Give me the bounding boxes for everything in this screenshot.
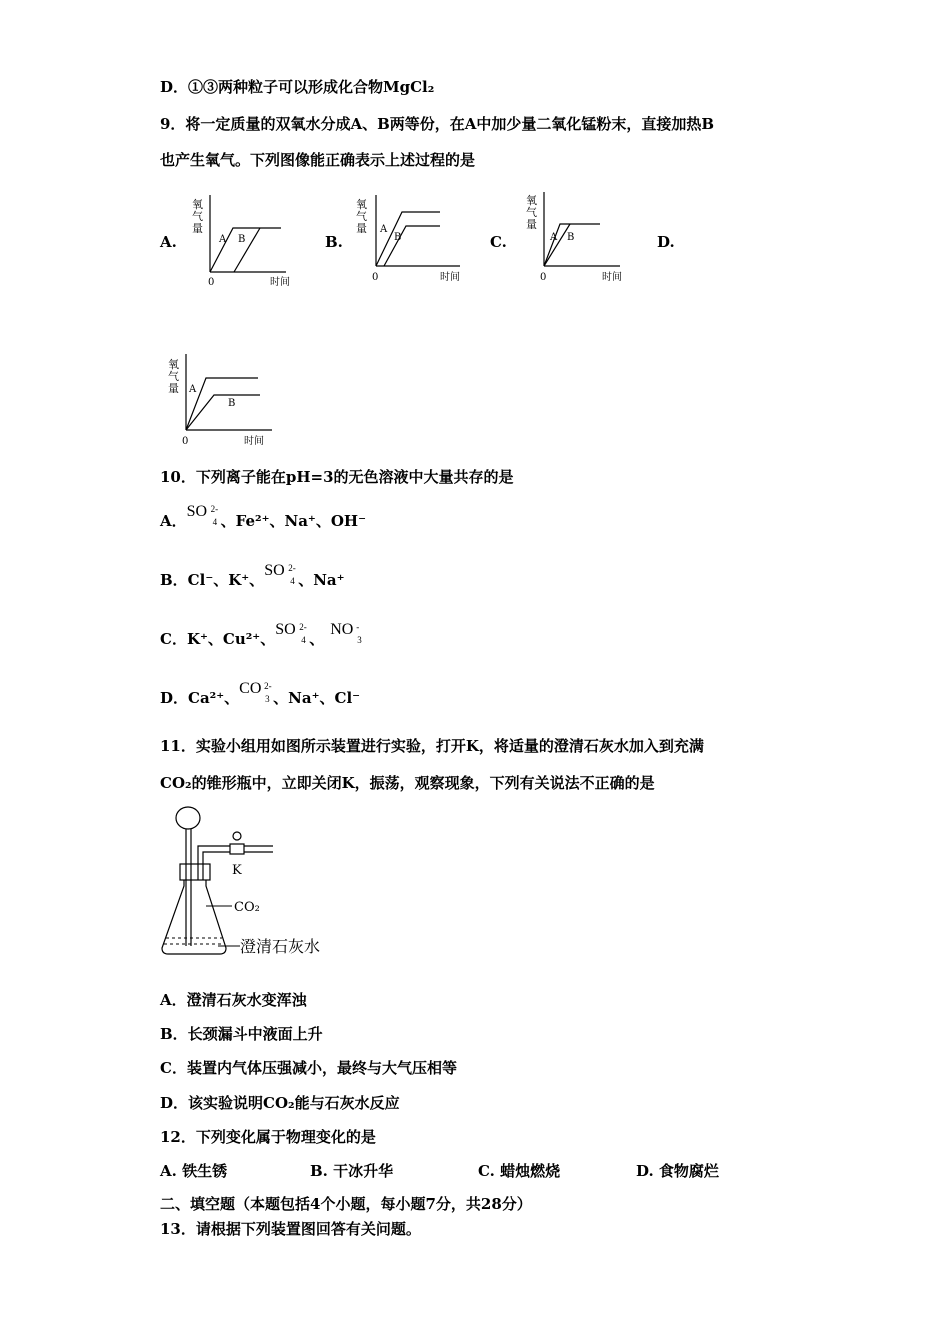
q9-label-a: A. (160, 233, 177, 251)
ion-sub: 3 (265, 694, 270, 704)
curve-b-label: B (238, 234, 246, 245)
ion-base: NO (330, 621, 354, 638)
q13-stem: 13．请根据下列装置图回答有关问题。 (160, 1220, 421, 1238)
ion-sub: 3 (357, 635, 362, 645)
graph-origin: 0 (208, 277, 215, 288)
q9-label-d: D. (657, 233, 675, 251)
q10-option-a (160, 503, 367, 532)
conical-flask (162, 880, 226, 954)
q10-option-b (160, 562, 345, 591)
q11-option-c: C．装置内气体压强减小，最终与大气压相等 (160, 1059, 457, 1077)
q9-graph-d (162, 350, 282, 450)
q9-graph-b (350, 190, 470, 290)
ion-sup: 2- (264, 681, 272, 691)
graph-ylabel-1: 氧 (356, 198, 367, 211)
graph-xlabel: 时间 (244, 436, 264, 447)
section2-title: 二、填空题（本题包括4个小题，每小题7分，共28分） (160, 1195, 532, 1213)
graph-ylabel-2: 气 (526, 206, 537, 219)
option-rest: 、Na⁺、Cl⁻ (273, 689, 361, 707)
ion-base: SO (186, 503, 208, 520)
curve-a (376, 212, 440, 266)
graph-xlabel: 时间 (270, 277, 290, 288)
curve-a-label: A (189, 384, 197, 395)
q10-option-d (160, 680, 361, 709)
option-rest: 、Na⁺ (298, 571, 345, 589)
clamp-k (230, 844, 244, 854)
graph-origin: 0 (182, 436, 189, 447)
curve-a-label: A (219, 234, 227, 245)
ion-sub: 4 (301, 635, 306, 645)
q10-stem: 10．下列离子能在pH=3的无色溶液中大量共存的是 (160, 468, 514, 486)
graph-ylabel-1: 氧 (526, 194, 537, 207)
q12-option-c: C. 蜡烛燃烧 (478, 1162, 561, 1180)
graph-origin: 0 (372, 272, 379, 283)
q9-label-c: C. (490, 233, 507, 251)
graph-ylabel-2: 气 (356, 210, 367, 223)
graph-xlabel: 时间 (602, 272, 622, 283)
option-sep: 、 (309, 630, 325, 648)
q12-option-a: A. 铁生锈 (160, 1162, 228, 1180)
ion-base: SO (275, 621, 296, 638)
q8-option-d: D．①③两种粒子可以形成化合物MgCl₂ (160, 78, 435, 96)
curve-a-label: A (380, 224, 388, 235)
q9-stem-line2: 也产生氧气。下列图像能正确表示上述过程的是 (160, 151, 476, 169)
q10-option-c (160, 621, 364, 650)
ion-so4 (275, 620, 309, 645)
graph-ylabel-3: 量 (356, 222, 367, 235)
curve-b-label: B (228, 398, 236, 409)
graph-ylabel-2: 气 (192, 210, 203, 223)
curve-a (186, 378, 258, 430)
graph-ylabel-3: 量 (526, 218, 537, 231)
ion-sup: 2- (210, 504, 219, 514)
funnel-bulb (176, 807, 200, 829)
option-prefix: D．Ca²⁺、 (160, 689, 240, 707)
curve-b-label: B (394, 232, 402, 243)
q9-graph-a (186, 190, 306, 290)
graph-xlabel: 时间 (440, 272, 460, 283)
graph-ylabel-3: 量 (168, 382, 179, 395)
curve-a (544, 224, 600, 266)
graph-ylabel-2: 气 (168, 370, 179, 383)
label-k: K (232, 863, 242, 878)
graph-ylabel-1: 氧 (192, 198, 203, 211)
option-prefix: C．K⁺、Cu²⁺、 (160, 630, 276, 648)
curve-a-label: A (550, 232, 558, 243)
ion-no3 (330, 620, 364, 645)
label-limewater: 澄清石灰水 (240, 937, 321, 956)
q11-apparatus-diagram (158, 806, 338, 958)
ion-sub: 4 (212, 517, 218, 527)
ion-sup: - (356, 622, 360, 632)
curve-b-label: B (567, 232, 575, 243)
q11-option-b: B．长颈漏斗中液面上升 (160, 1025, 323, 1043)
q11-option-a: A．澄清石灰水变浑浊 (160, 991, 307, 1009)
ion-so4 (264, 561, 298, 586)
q11-option-d: D．该实验说明CO₂能与石灰水反应 (160, 1094, 400, 1112)
ion-base: SO (264, 562, 285, 579)
q11-stem-line2: CO₂的锥形瓶中，立即关闭K，振荡，观察现象，下列有关说法不正确的是 (160, 774, 655, 792)
q12-option-d: D. 食物腐烂 (636, 1162, 719, 1180)
ion-sub: 4 (290, 576, 295, 586)
q9-label-b: B. (325, 233, 343, 251)
option-prefix: A． (160, 512, 187, 530)
ion-so4 (186, 502, 221, 527)
ion-base: CO (239, 680, 262, 697)
q12-option-b: B. 干冰升华 (310, 1162, 394, 1180)
stopper (180, 864, 210, 880)
q11-stem-line1: 11．实验小组用如图所示装置进行实验，打开K，将适量的澄清石灰水加入到充满 (160, 737, 704, 755)
option-rest: 、Fe²⁺、Na⁺、OH⁻ (220, 512, 367, 530)
graph-ylabel-1: 氧 (168, 358, 179, 371)
option-prefix: B．Cl⁻、K⁺、 (160, 571, 265, 589)
label-co2: CO₂ (234, 900, 260, 915)
q9-stem-line1: 9．将一定质量的双氧水分成A、B两等份，在A中加少量二氧化锰粉末，直接加热B (160, 115, 715, 133)
ion-sup: 2- (288, 563, 296, 573)
ion-sup: 2- (299, 622, 307, 632)
graph-origin: 0 (540, 272, 547, 283)
q9-graph-c (520, 190, 640, 290)
ion-co3 (239, 679, 273, 704)
graph-ylabel-3: 量 (192, 222, 203, 235)
q12-stem: 12．下列变化属于物理变化的是 (160, 1128, 376, 1146)
